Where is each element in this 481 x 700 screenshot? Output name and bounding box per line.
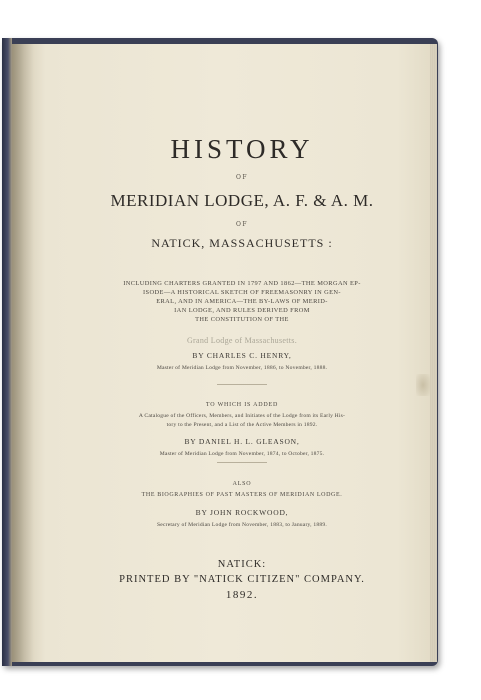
author-3-role: Secretary of Meridian Lodge from November, 1883, to January, 1889. bbox=[157, 522, 327, 528]
subtitle-line: ERAL, AND IN AMERICA—THE BY-LAWS OF MERID- bbox=[156, 298, 328, 305]
biographies-line: THE BIOGRAPHIES OF PAST MASTERS OF MERIDIAN LODGE. bbox=[141, 492, 343, 498]
divider-rule bbox=[217, 462, 267, 463]
subtitle-line: THE CONSTITUTION OF THE bbox=[195, 316, 289, 323]
catalogue-line: tory to the Present, and a List of the Active Members in 1892. bbox=[166, 422, 318, 428]
subtitle-line: ISODE—A HISTORICAL SKETCH OF FREEMASONRY IN GEN- bbox=[143, 289, 341, 296]
author-2-byline: BY DANIEL H. L. GLEASON, bbox=[184, 437, 300, 446]
of-line-1: OF bbox=[235, 174, 249, 181]
lodge-name: MERIDIAN LODGE, A. F. & A. M. bbox=[110, 191, 374, 210]
book-title: HISTORY bbox=[170, 134, 314, 164]
also-line: ALSO bbox=[232, 481, 252, 487]
subtitle-line: INCLUDING CHARTERS GRANTED IN 1797 AND 1862—THE MORGAN EP- bbox=[123, 280, 361, 287]
page-stain bbox=[416, 374, 430, 396]
imprint-city: NATICK: bbox=[217, 559, 267, 570]
to-which-added: TO WHICH IS ADDED bbox=[205, 402, 279, 408]
author-2-role: Master of Meridian Lodge from November, 1874, to October, 1875. bbox=[159, 451, 325, 457]
grand-lodge-line: Grand Lodge of Massachusetts. bbox=[186, 336, 297, 345]
author-1-role: Master of Meridian Lodge from November, 1886, to November, 1888. bbox=[156, 365, 328, 371]
place-name: NATICK, MASSACHUSETTS : bbox=[151, 236, 333, 250]
author-1-byline: BY CHARLES C. HENRY, bbox=[192, 351, 292, 360]
author-3-byline: BY JOHN ROCKWOOD, bbox=[195, 508, 289, 517]
subtitle-line: IAN LODGE, AND RULES DERIVED FROM bbox=[174, 307, 310, 314]
book-spine-edge bbox=[2, 38, 12, 666]
imprint-year: 1892. bbox=[225, 589, 259, 601]
title-page bbox=[12, 44, 430, 662]
imprint-printer: PRINTED BY "NATICK CITIZEN" COMPANY. bbox=[119, 574, 365, 585]
divider-rule bbox=[217, 384, 267, 385]
of-line-2: OF bbox=[235, 221, 249, 228]
catalogue-line: A Catalogue of the Officers, Members, and Initiates of the Lodge from its Early His- bbox=[138, 413, 346, 419]
gutter-shadow bbox=[12, 44, 34, 662]
